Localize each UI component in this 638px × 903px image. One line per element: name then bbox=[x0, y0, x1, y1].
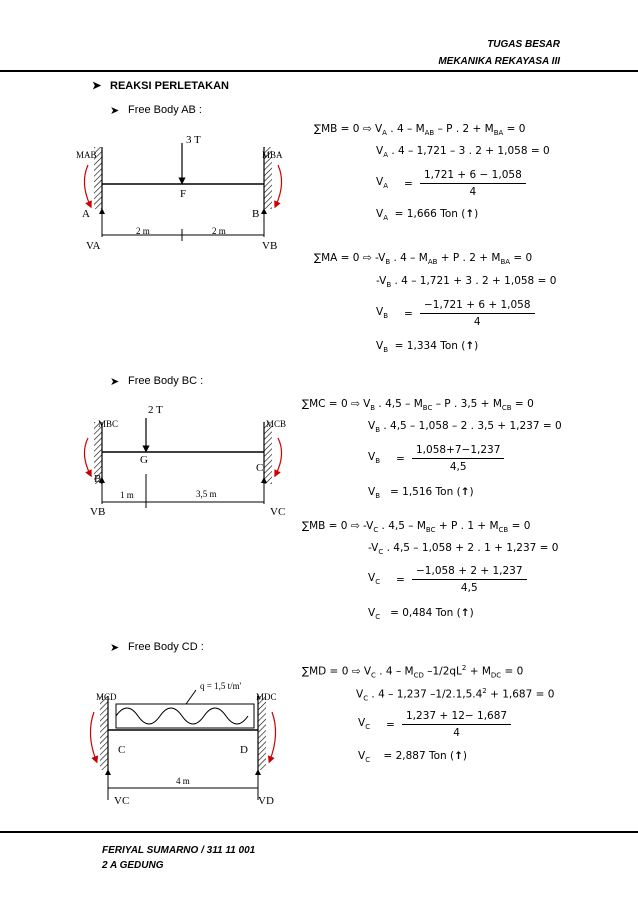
bc-mcb-label: MCB bbox=[266, 419, 287, 429]
ab-moment-right-arrow bbox=[276, 165, 282, 205]
ab-eq2: $V_A$ . 4 – 1,721 – 3 . 2 + 1,058 = 0 bbox=[376, 145, 550, 160]
bc-result-vb: $V_B = 1,516$ Ton (↑) bbox=[368, 486, 474, 501]
ab-frac1: $V_A$ = $\frac{1,721 + 6 - 1,058}{4}$ bbox=[376, 167, 526, 200]
cd-load-label: q = 1,5 t/m' bbox=[200, 681, 242, 691]
bc-g-label: G bbox=[140, 454, 148, 466]
footer-author: FERIYAL SUMARNO / 311 11 001 bbox=[102, 845, 256, 856]
header-subtitle: MEKANIKA REKAYASA III bbox=[438, 56, 560, 67]
cd-mdc-label: MDC bbox=[256, 692, 277, 702]
bc-load-label: 2 T bbox=[148, 404, 163, 416]
section-title: REAKSI PERLETAKAN bbox=[110, 80, 229, 92]
bc-len1-label: 1 m bbox=[120, 490, 134, 500]
cd-len-label: 4 m bbox=[176, 776, 190, 786]
cd-vd-label: VD bbox=[258, 795, 274, 807]
cd-eq2: $V_C$ . 4 – 1,237 $-1/2.1,5.4^2 + 1,687 = 0$ bbox=[356, 687, 555, 703]
ab-result-va: $V_A = 1,666$ Ton (↑) bbox=[376, 208, 479, 223]
cd-moment-right-arrow bbox=[270, 712, 276, 760]
bc-moment-right-arrow bbox=[276, 438, 282, 474]
bc-b-label: B bbox=[94, 473, 102, 485]
bc-title: Free Body BC : bbox=[128, 375, 204, 387]
ab-len1-label: 2 m bbox=[136, 226, 150, 236]
cd-d-label: D bbox=[240, 744, 248, 756]
header-title: TUGAS BESAR bbox=[487, 39, 560, 50]
bc-right-support bbox=[264, 422, 272, 484]
ab-len2-label: 2 m bbox=[212, 226, 226, 236]
bc-frac1: $V_B$ = $\frac{1,058+7-1,237}{4,5}$ bbox=[368, 442, 504, 475]
footer-class: 2 A GEDUNG bbox=[102, 860, 164, 871]
bc-vc-label: VC bbox=[270, 506, 286, 518]
ab-eq3: ∑MA = 0 ⇨ $-V_B$ . $4 - M_{AB} + P$ . $2 + M_{BA} = 0$ bbox=[314, 252, 533, 267]
cd-frac1: $V_C$ = $\frac{1,237 + 12- 1,687}{4}$ bbox=[358, 708, 511, 741]
ab-f-label: F bbox=[180, 188, 187, 200]
ab-mab-label: MAB bbox=[76, 150, 97, 160]
bc-eq2: $V_B$ . 4,5 – 1,058 – 2 . 3,5 + 1,237 = 0 bbox=[368, 420, 562, 435]
ab-moment-left-arrow bbox=[84, 165, 90, 205]
bc-result-vc: $V_C = 0,484$ Ton (↑) bbox=[368, 607, 474, 622]
ab-eq1: ∑MB = 0 ⇨ $V_A$ . $4 - M_{AB}$ – P . $2 + M_{BA} = 0$ bbox=[314, 123, 526, 138]
bc-eq4: $-V_C$ . 4,5 – 1,058 + 2 . 1 + 1,237 = 0 bbox=[368, 542, 559, 557]
bc-diagram bbox=[60, 400, 310, 520]
cd-moment-left-arrow bbox=[90, 712, 96, 760]
section-bullet-icon: ➤ bbox=[92, 80, 102, 92]
ab-mba-label: MBA bbox=[262, 150, 283, 160]
ab-vb-label: VB bbox=[262, 240, 278, 252]
ab-result-vb: $V_B = 1,334$ Ton (↑) bbox=[376, 340, 479, 355]
bc-moment-left-arrow bbox=[84, 438, 90, 474]
ab-frac2: $V_B$ = $\frac{-1,721 + 6 + 1,058}{4}$ bbox=[376, 297, 535, 330]
ab-va-label: VA bbox=[86, 240, 101, 252]
cd-load-leader bbox=[186, 690, 196, 704]
cd-right-support bbox=[258, 696, 266, 770]
cd-vc-label: VC bbox=[114, 795, 130, 807]
header-rule bbox=[0, 70, 638, 72]
cd-c-label: C bbox=[118, 744, 126, 756]
ab-a-label: A bbox=[82, 208, 90, 220]
cd-eq1: ∑MD = 0 ⇨ $V_C$ . $4 - M_{CD}$ $-1/2qL^2 + M_{DC} = 0$ bbox=[302, 664, 524, 680]
bc-eq1: ∑MC = 0 ⇨ $V_B$ . $4,5 - M_{BC}$ – P . $3,5 + M_{CB} = 0$ bbox=[302, 398, 534, 413]
bc-len2-label: 3,5 m bbox=[196, 489, 217, 499]
bc-eq3: ∑MB = 0 ⇨ $-V_C$ . $4,5 - M_{BC} + P$ . $1 + M_{CB} = 0$ bbox=[302, 520, 531, 535]
ab-b-label: B bbox=[252, 208, 260, 220]
cd-load-wave bbox=[116, 708, 248, 724]
cd-result-vc: $V_C$ = 2,887 Ton (↑) bbox=[358, 750, 468, 765]
cd-title: Free Body CD : bbox=[128, 641, 204, 653]
cd-bullet-icon: ➤ bbox=[110, 642, 120, 654]
bc-c-label: C bbox=[256, 462, 264, 474]
cd-left-support bbox=[100, 696, 108, 770]
ab-bullet-icon: ➤ bbox=[110, 105, 120, 117]
footer-rule bbox=[0, 831, 638, 833]
bc-bullet-icon: ➤ bbox=[110, 376, 120, 388]
cd-distributed-load-box bbox=[116, 704, 254, 728]
bc-mbc-label: MBC bbox=[98, 419, 119, 429]
ab-eq4: $-V_B$ . 4 – 1,721 + 3 . 2 + 1,058 = 0 bbox=[376, 275, 557, 290]
ab-load-label: 3 T bbox=[186, 134, 201, 146]
ab-title: Free Body AB : bbox=[128, 104, 202, 116]
cd-mcd-label: MCD bbox=[96, 692, 117, 702]
bc-vb-label: VB bbox=[90, 506, 106, 518]
bc-frac2: $V_C$ = $\frac{-1,058 + 2 + 1,237}{4,5}$ bbox=[368, 563, 527, 596]
